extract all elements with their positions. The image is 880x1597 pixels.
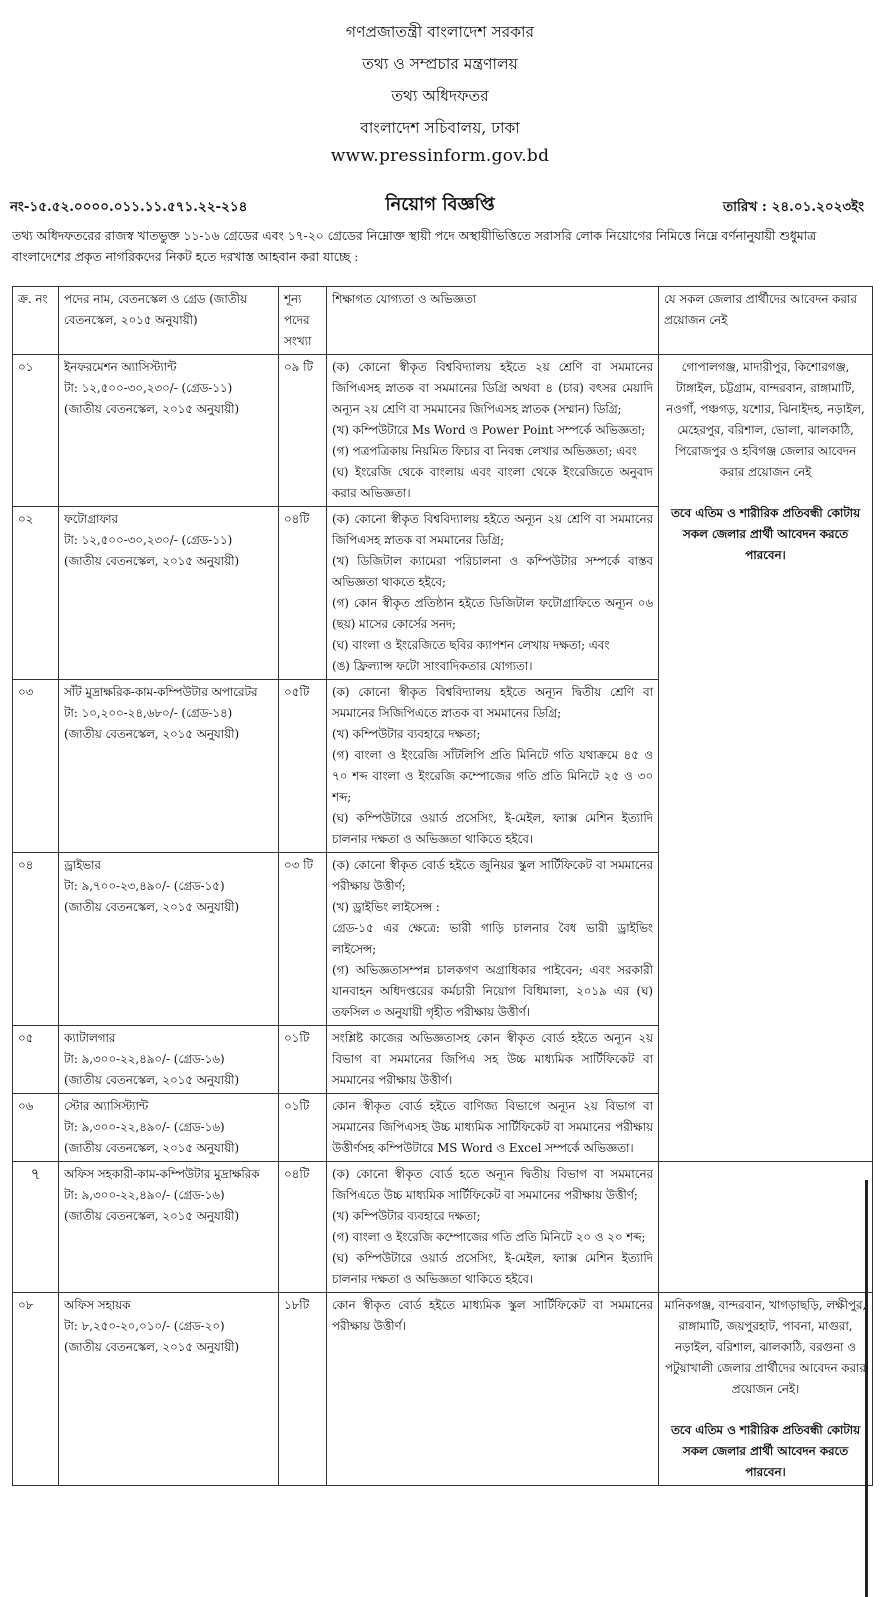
vacancy-count: ০১টি xyxy=(279,1094,327,1162)
qualification-item: (ক) কোনো স্বীকৃত বিশ্ববিদ্যালয় হইতে অন্যূন ২য় শ্রেণি বা সমমানের জিপিএসহ স্নাতক বা সমমানের ডিগ্রি; xyxy=(332,512,653,547)
post-cell xyxy=(59,1162,279,1293)
qualification-cell xyxy=(327,507,659,680)
serial-number: ০৩ xyxy=(13,680,59,853)
pay-scale: টা: ১২,৫০০-৩০,২৩০/- (গ্রেড-১১) xyxy=(64,533,233,547)
qualification-item: (খ) কম্পিউটার ব্যবহারে দক্ষতা; xyxy=(332,727,481,741)
table-row xyxy=(13,1162,873,1293)
table-body xyxy=(13,355,873,1486)
post-name: ফটোগ্রাফার xyxy=(64,512,118,526)
qualification-item: (খ) ডিজিটাল ক্যামেরা পরিচালনা ও কম্পিউটার সম্পর্কে বাস্তব অভিজ্ঞতা থাকতে হইবে; xyxy=(332,554,653,589)
post-name: স্টোর অ্যাসিস্ট্যান্ট xyxy=(64,1099,149,1113)
qualification-item: (ঘ) কম্পিউটারে ওয়ার্ড প্রসেসিং, ই-মেইল, ফ্যাক্স মেশিন ইত্যাদি চালনার দক্ষতা ও অভিজ্ঞতা থাকিতে হইবে। xyxy=(332,811,653,846)
post-name: অফিস সহায়ক xyxy=(64,1298,131,1312)
vacancy-count: ০৩ টি xyxy=(279,853,327,1026)
pay-scale: টা: ১২,৫০০-৩০,২৩০/- (গ্রেড-১১) xyxy=(64,381,233,395)
post-cell xyxy=(59,680,279,853)
qualification-item: (গ) অভিজ্ঞতাসম্পন্ন চালকগণ অগ্রাধিকার পাইবেন; এবং সরকারী যানবাহন অধিদপ্তরের কর্মচারী নিয়োগ বিধিমালা, ২০১৯ এর (ঘ) তফসিল ৩ অনুযায়ী গৃহীত পরীক্ষায় উত্তীর্ণ। xyxy=(332,963,653,1019)
pay-scale-note: (জাতীয় বেতনস্কেল, ২০১৫ অনুযায়ী) xyxy=(64,402,240,416)
qualification-cell xyxy=(327,853,659,1026)
qualification-item: (ঘ) বাংলা ও ইংরেজিতে ছবির ক্যাপশন লেখায় দক্ষতা; এবং xyxy=(332,638,610,652)
serial-number: ০৬ xyxy=(13,1094,59,1162)
excluded-districts-cell xyxy=(659,1293,873,1486)
vacancy-count: ০৯ টি xyxy=(279,355,327,507)
header-serial: ক্র. নং xyxy=(13,287,59,355)
header-excluded-districts: যে সকল জেলার প্রার্থীদের আবেদন করার প্রয়োজন নেই xyxy=(659,287,873,355)
qualification-item: কোন স্বীকৃত বোর্ড হইতে বাণিজ্য বিভাগে অন্যূন ২য় বিভাগ বা সমমানের জিপিএসহ উচ্চ মাধ্যমিক সার্টিফিকেট বা সমমানের পরীক্ষায় উত্তীর্ণসহ কম্পিউটারে MS Word ও Excel সম্পর্কে অভিজ্ঞতা। xyxy=(332,1099,653,1155)
ministry-name: তথ্য ও সম্প্রচার মন্ত্রণালয় xyxy=(362,55,518,73)
qualification-cell xyxy=(327,1293,659,1486)
pay-scale: টা: ৯,৭০০-২৩,৪৯০/- (গ্রেড-১৫) xyxy=(64,879,225,893)
header-post: পদের নাম, বেতনস্কেল ও গ্রেড (জাতীয় বেতনস্কেল, ২০১৫ অনুযায়ী) xyxy=(59,287,279,355)
vacancy-table xyxy=(12,286,873,1486)
post-cell xyxy=(59,355,279,507)
pay-scale-note: (জাতীয় বেতনস্কেল, ২০১৫ অনুযায়ী) xyxy=(64,554,240,568)
table-header-row xyxy=(13,287,873,355)
quota-note: তবে এতিম ও শারীরিক প্রতিবন্ধী কোটায় সকল জেলার প্রার্থী আবেদন করতে পারবেন। xyxy=(670,1423,861,1479)
post-cell xyxy=(59,1026,279,1094)
qualification-item: (খ) কম্পিউটারে Ms Word ও Power Point সম্পর্কে অভিজ্ঞতা; xyxy=(332,423,646,437)
post-cell xyxy=(59,1293,279,1486)
office-address: বাংলাদেশ সচিবালয়, ঢাকা xyxy=(360,119,520,137)
pay-scale-note: (জাতীয় বেতনস্কেল, ২০১৫ অনুযায়ী) xyxy=(64,1340,240,1354)
qualification-item: (ঙ) ফ্রিল্যান্স ফটো সাংবাদিকতার যোগ্যতা। xyxy=(332,659,533,673)
qualification-cell xyxy=(327,680,659,853)
qualification-item: (ক) কোনো স্বীকৃত বোর্ড হইতে জুনিয়র স্কুল সার্টিফিকেট বা সমমানের পরীক্ষায় উত্তীর্ণ; xyxy=(332,858,653,893)
excluded-districts-text: মানিকগঞ্জ, বান্দরবান, খাগড়াছড়ি, লক্ষীপুর, রাঙ্গামাটি, জয়পুরহাট, পাবনা, মাগুরা, নড়াইল, বরিশাল, ঝালকাঠি, বরগুনা ও পটুয়াখালী জেলার প্রার্থীদের আবেদন করার প্রয়োজন নেই। xyxy=(664,1298,867,1396)
qualification-cell xyxy=(327,1094,659,1162)
vacancy-count: ১৮টি xyxy=(279,1293,327,1486)
qualification-cell xyxy=(327,1026,659,1094)
excluded-districts-empty-cell xyxy=(659,1162,873,1293)
pay-scale: টা: ১০,২০০-২৪,৬৮০/- (গ্রেড-১৪) xyxy=(64,706,233,720)
qualification-item: সংশ্লিষ্ট কাজের অভিজ্ঞতাসহ কোন স্বীকৃত বোর্ড হইতে অন্যূন ২য় বিভাগ বা সমমানের জিপিএ সহ উচ্চ মাধ্যমিক সার্টিফিকেট বা সমমানের পরীক্ষায় উত্তীর্ণ। xyxy=(332,1031,653,1087)
qualification-item: (গ) বাংলা ও ইংরেজি সাঁটলিপি প্রতি মিনিটে গতি যথাক্রমে ৪৫ ও ৭০ শব্দ বাংলা ও ইংরেজি কম্পোজের গতি প্রতি মিনিটে ২৫ ও ৩০ শব্দ; xyxy=(332,748,653,804)
pay-scale: টা: ৯,৩০০-২২,৪৯০/- (গ্রেড-১৬) xyxy=(64,1188,225,1202)
qualification-item: গ্রেড-১৫ এর ক্ষেত্রে: ভারী গাড়ি চালনার বৈধ ভারী ড্রাইভিং লাইসেন্স; xyxy=(332,921,653,956)
pay-scale-note: (জাতীয় বেতনস্কেল, ২০১৫ অনুযায়ী) xyxy=(64,1073,240,1087)
department-name: তথ্য অধিদফতর xyxy=(391,87,489,105)
intro-paragraph: তথ্য অধিদফতরের রাজস্ব খাতভুক্ত ১১-১৬ গ্রেডের এবং ১৭-২০ গ্রেডের নিম্নোক্ত স্থায়ী পদে অস্থায়ীভিত্তিতে সরাসরি লোক নিয়োগের নিমিত্তে নিম্নে বর্ণনানুযায়ী শুধুমাত্র বাংলাদেশের প্রকৃত নাগরিকদের নিকট হতে দরখাস্ত আহবান করা যাচ্ছে : xyxy=(12,229,817,264)
qualification-item: (খ) কম্পিউটার ব্যবহারে দক্ষতা; xyxy=(332,1209,481,1223)
qualification-cell xyxy=(327,1162,659,1293)
qualification-cell xyxy=(327,355,659,507)
post-cell xyxy=(59,1094,279,1162)
header-qualification: শিক্ষাগত যোগ্যতা ও অভিজ্ঞতা xyxy=(327,287,659,355)
table-row xyxy=(13,1293,873,1486)
qualification-item: (ক) কোনো স্বীকৃত বিশ্ববিদ্যালয় হইতে ২য় শ্রেণি বা সমমানের জিপিএসহ স্নাতক বা সমমানের ডিগ্রি অথবা ৪ (চার) বৎসর মেয়াদি অন্যূন ২য় শ্রেণি বা সমমানের জিপিএসহ স্নাতক (সম্মান) ডিগ্রি; xyxy=(332,360,653,416)
pay-scale-note: (জাতীয় বেতনস্কেল, ২০১৫ অনুযায়ী) xyxy=(64,1141,240,1155)
post-name: ইনফরমেশন অ্যাসিস্ট্যান্ট xyxy=(64,360,177,374)
vacancy-count: ০৪টি xyxy=(279,1162,327,1293)
memo-number: নং-১৫.৫২.০০০০.০১১.১১.৫৭১.২২-২১৪ xyxy=(10,199,248,215)
post-name: ক্যাটালগার xyxy=(64,1031,116,1045)
excluded-districts-text: গোপালগঞ্জ, মাদারীপুর, কিশোরগঞ্জ, টাঙ্গাইল, চট্টগ্রাম, বান্দরবান, রাঙ্গামাটি, নওগাঁ, পঞ্চগড়, যশোর, ঝিনাইদহ, নড়াইল, মেহেরপুর, বরিশাল, ভোলা, ঝালকাঠি, পিরোজপুর ও হবিগঞ্জ জেলার আবেদন করার প্রয়োজন নেই xyxy=(666,360,865,479)
qualification-item: (ঘ) কম্পিউটারে ওয়ার্ড প্রসেসিং, ই-মেইল, ফ্যাক্স মেশিন ইত্যাদি চালনার দক্ষতা ও অভিজ্ঞতা থাকিতে হইবে। xyxy=(332,1251,653,1286)
post-name: ড্রাইভার xyxy=(64,858,101,872)
pay-scale: টা: ৯,৩০০-২২,৪৯০/- (গ্রেড-১৬) xyxy=(64,1052,225,1066)
header-vacancy: শূন্য পদের সংখ্যা xyxy=(279,287,327,355)
vacancy-count: ০৪টি xyxy=(279,507,327,680)
excluded-districts-cell xyxy=(659,355,873,1162)
pay-scale: টা: ৯,৩০০-২২,৪৯০/- (গ্রেড-১৬) xyxy=(64,1120,225,1134)
pay-scale-note: (জাতীয় বেতনস্কেল, ২০১৫ অনুযায়ী) xyxy=(64,1209,240,1223)
serial-number: ০১ xyxy=(13,355,59,507)
table-row xyxy=(13,355,873,507)
govt-name: গণপ্রজাতন্ত্রী বাংলাদেশ সরকার xyxy=(345,23,535,41)
post-name: সাঁট মুদ্রাক্ষরিক-কাম-কম্পিউটার অপারেটর xyxy=(64,685,258,699)
vacancy-count: ০৫টি xyxy=(279,680,327,853)
website-link[interactable]: www.pressinform.gov.bd xyxy=(330,146,550,166)
quota-note: তবে এতিম ও শারীরিক প্রতিবন্ধী কোটায় সকল জেলার প্রার্থী আবেদন করতে পারবেন। xyxy=(670,506,861,562)
qualification-item: (ঘ) ইংরেজি থেকে বাংলায় এবং বাংলা থেকে ইংরেজিতে অনুবাদ করার অভিজ্ঞতা। xyxy=(332,465,653,500)
post-cell xyxy=(59,853,279,1026)
pay-scale-note: (জাতীয় বেতনস্কেল, ২০১৫ অনুযায়ী) xyxy=(64,727,240,741)
qualification-item: (ক) কোনো স্বীকৃত বিশ্ববিদ্যালয় হইতে অন্যূন দ্বিতীয় শ্রেণি বা সমমানের সিজিপিএতে স্নাতক বা সমমানের ডিগ্রি; xyxy=(332,685,653,720)
serial-number: ০৫ xyxy=(13,1026,59,1094)
post-cell xyxy=(59,507,279,680)
post-name: অফিস সহকারী-কাম-কম্পিউটার মুদ্রাক্ষরিক xyxy=(64,1167,260,1181)
pay-scale: টা: ৮,২৫০-২০,০১০/- (গ্রেড-২০) xyxy=(64,1319,225,1333)
qualification-item: (ক) কোনো স্বীকৃত বোর্ড হতে অন্যূন দ্বিতীয় বিভাগ বা সমমানের জিপিএতে উচ্চ মাধ্যমিক সার্টিফিকেট বা সমমানের পরীক্ষায় উত্তীর্ণ; xyxy=(332,1167,653,1202)
pay-scale-note: (জাতীয় বেতনস্কেল, ২০১৫ অনুযায়ী) xyxy=(64,900,240,914)
notice-title: নিয়োগ বিজ্ঞপ্তি xyxy=(385,194,495,215)
notice-date: তারিখ : ২৪.০১.২০২৩ইং xyxy=(723,199,864,215)
page-edge-border xyxy=(865,1180,868,1597)
qualification-item: (খ) ড্রাইভিং লাইসেন্স : xyxy=(332,900,440,914)
qualification-item: (গ) পত্রপত্রিকায় নিয়মিত ফিচার বা নিবন্ধ লেখার অভিজ্ঞতা; এবং xyxy=(332,444,637,458)
qualification-item: কোন স্বীকৃত বোর্ড হইতে মাধ্যমিক স্কুল সার্টিফিকেট বা সমমানের পরীক্ষায় উত্তীর্ণ। xyxy=(332,1298,653,1333)
serial-number: ০৪ xyxy=(13,853,59,1026)
serial-number: ৭ xyxy=(13,1162,59,1293)
serial-number: ০২ xyxy=(13,507,59,680)
qualification-item: (গ) কোন স্বীকৃত প্রতিষ্ঠান হইতে ডিজিটাল ফটোগ্রাফিতে অন্যূন ০৬ (ছয়) মাসের কোর্সের সনদ; xyxy=(332,596,653,631)
serial-number: ০৮ xyxy=(13,1293,59,1486)
vacancy-count: ০১টি xyxy=(279,1026,327,1094)
qualification-item: (গ) বাংলা ও ইংরেজি কম্পোজের গতি প্রতি মিনিটে ২০ ও ২০ শব্দ; xyxy=(332,1230,646,1244)
